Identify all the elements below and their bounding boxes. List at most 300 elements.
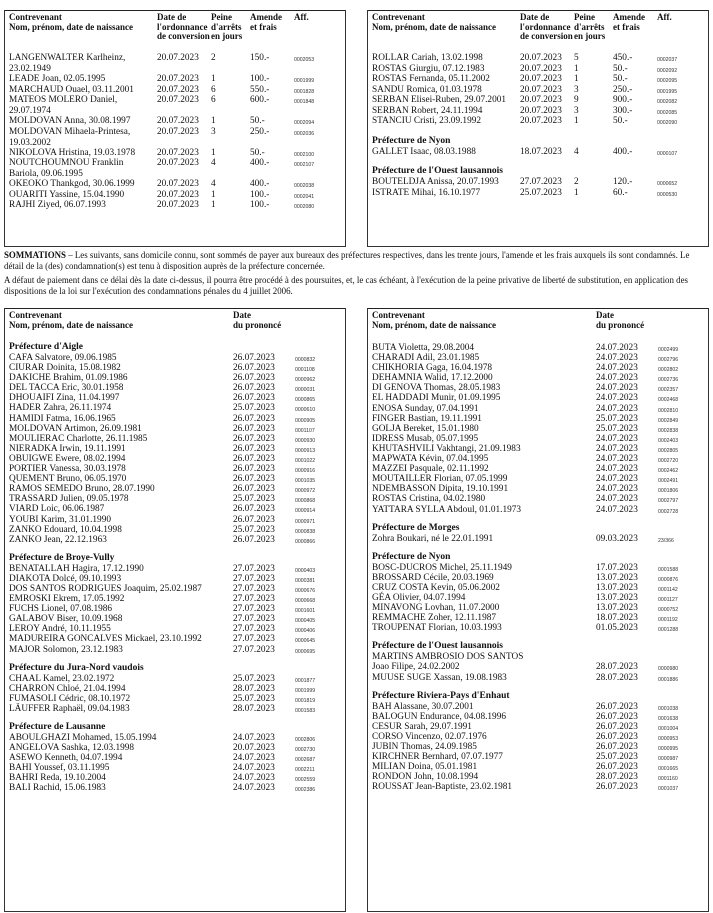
entry-name: MILIAN Doina, 05.01.1981	[372, 762, 478, 773]
entry-date: 13.07.2023	[596, 592, 638, 603]
entry-date: 20.07.2023	[157, 74, 199, 84]
table-row	[368, 702, 708, 712]
entry-peine: 1	[574, 187, 579, 198]
entry-date: 20.07.2023	[233, 743, 275, 754]
entry-date: 24.07.2023	[596, 403, 638, 414]
table-row	[5, 85, 345, 96]
entry-aff: 0002796	[658, 357, 679, 364]
entry-date: 24.07.2023	[596, 454, 638, 465]
table-row	[368, 434, 708, 444]
header-amende: Amende et frais	[613, 12, 645, 32]
entry-date: 28.07.2023	[233, 683, 275, 694]
entry-name: BROSSARD Cécile, 20.03.1969	[372, 572, 494, 583]
entry-name: LEADE Joan, 02.05.1995	[9, 74, 106, 84]
entry-aff: 0000930	[295, 437, 316, 444]
entry-name: CHARRON Chloé, 21.04.1994	[9, 683, 126, 694]
entry-name: BUTA Violetta, 29.08.2004	[372, 343, 475, 353]
table-header	[368, 308, 708, 339]
entry-date: 27.07.2023	[233, 604, 275, 615]
entry-date: 20.07.2023	[157, 84, 199, 95]
entry-aff: 0001819	[295, 697, 316, 704]
entry-name: ASEWO Kenneth, 04.07.1994	[9, 753, 123, 764]
entry-date: 24.07.2023	[596, 494, 638, 505]
entry-aff: 0000405	[295, 618, 316, 625]
section-title: Préfecture du Jura-Nord vaudois	[9, 662, 144, 673]
entry-aff: 0002403	[658, 437, 679, 444]
entry-peine: 2	[574, 177, 579, 187]
header-name: Contrevenant Nom, prénom, date de naissance	[372, 12, 496, 32]
entry-date: 25.07.2023	[233, 403, 275, 414]
header-aff: Aff.	[657, 12, 672, 22]
table-row	[368, 752, 708, 762]
table-row	[5, 454, 345, 464]
header-date: Date de l'ordonnance de conversion	[157, 12, 210, 41]
entry-name: HADER Zahra, 26.11.1974	[9, 403, 112, 414]
entry-aff: 0000995	[658, 746, 679, 752]
entry-name: LEROY André, 10.11.1955	[9, 624, 111, 635]
sommations-paragraph-1	[4, 250, 707, 272]
entry-amende: 50.-	[250, 116, 265, 126]
table-row	[5, 127, 345, 148]
entry-name: KHUTASHVILI Vakhtangi, 21.09.1983	[372, 443, 521, 454]
table-row	[5, 363, 345, 373]
table-row	[368, 64, 708, 75]
entry-name: ENOSA Sunday, 07.04.1991	[372, 403, 479, 414]
entry-name: BOSC-DUCROS Michel, 25.11.1949	[372, 562, 512, 573]
entry-name: EMROSKI Ekrem, 17.05.1992	[9, 594, 125, 605]
header-peine: Peine d'arrêts en jours	[574, 12, 606, 41]
entry-date: 01.05.2023	[596, 623, 638, 634]
entry-aff: 0000865	[295, 397, 316, 404]
entry-aff: 0001037	[658, 786, 679, 793]
section-title: Préfecture de Morges	[372, 522, 460, 533]
table-row	[5, 373, 345, 383]
entry-date: 26.07.2023	[596, 762, 638, 773]
table-row	[368, 712, 708, 722]
table-header	[368, 10, 708, 53]
entry-date: 24.07.2023	[233, 753, 275, 764]
entry-aff: 0000962	[295, 377, 316, 384]
entry-date: 26.07.2023	[596, 731, 638, 742]
entry-name: ROLLAR Cariah, 13.02.1998	[372, 53, 483, 63]
entry-date: 24.07.2023	[233, 783, 275, 794]
entry-aff: 0001806	[658, 488, 679, 495]
entry-name: MOLDOVAN Artimon, 26.09.1981	[9, 423, 142, 434]
entry-aff: 0001108	[295, 367, 315, 374]
entry-date: 27.07.2023	[233, 563, 275, 574]
table-row	[5, 504, 345, 514]
entry-aff: 0002559	[295, 777, 316, 784]
table-row	[368, 454, 708, 464]
entry-date: 28.07.2023	[596, 672, 638, 683]
entry-date: 20.07.2023	[520, 63, 562, 74]
entry-aff: 0001038	[658, 705, 679, 712]
entry-name: DEL TACCA Eric, 30.01.1958	[9, 383, 124, 394]
entry-name: BAHRI Reda, 19.10.2004	[9, 773, 106, 784]
entry-aff: 0001583	[295, 707, 316, 714]
entry-aff: 0001035	[295, 478, 316, 485]
table-row	[5, 743, 345, 753]
entry-date: 13.07.2023	[596, 572, 638, 583]
entry-name: ABOULGHAZI Mohamed, 15.05.1994	[9, 733, 157, 743]
entry-aff: 0000695	[295, 648, 316, 655]
entry-aff: 0000832	[295, 357, 316, 363]
entry-name: MADUREIRA GONCALVES Mickael, 23.10.1992	[9, 634, 202, 645]
entry-name: REMMACHE Zoher, 12.11.1987	[372, 613, 497, 624]
entry-aff: 0001999	[294, 78, 315, 84]
entry-aff: 0000668	[295, 598, 316, 605]
table-row	[5, 474, 345, 484]
table-row	[368, 484, 708, 494]
entry-name: MAJOR Solomon, 23.12.1983	[9, 644, 123, 655]
entry-name: DOS SANTOS RODRIGUES Joaquim, 25.02.1987	[9, 583, 202, 594]
table-row	[5, 535, 345, 545]
table-row	[368, 343, 708, 353]
entry-name: CAFA Salvatore, 09.06.1985	[9, 353, 117, 363]
entry-date: 26.07.2023	[233, 373, 275, 384]
entry-name: OUARITI Yassine, 15.04.1990	[9, 189, 125, 200]
entry-aff: 0000866	[295, 538, 316, 545]
entry-date: 17.07.2023	[596, 562, 638, 573]
entry-aff: 0002849	[658, 417, 679, 424]
entry-aff: 0002462	[658, 468, 679, 475]
entry-aff: 0000031	[295, 387, 316, 394]
section-title: Préfecture d'Aigle	[9, 342, 83, 352]
entry-date: 26.07.2023	[233, 383, 275, 394]
entry-peine: 5	[574, 53, 579, 63]
table-row	[368, 383, 708, 393]
entry-date: 20.07.2023	[157, 158, 199, 168]
entry-date: 18.07.2023	[596, 613, 638, 624]
entry-date: 24.07.2023	[233, 773, 275, 784]
entry-aff: 0000381	[295, 577, 316, 584]
entry-name: ROSTAS Fernanda, 05.11.2002	[372, 74, 490, 84]
entry-date: 26.07.2023	[596, 742, 638, 752]
entry-date: 24.07.2023	[596, 353, 638, 364]
table-row	[368, 53, 708, 64]
entry-amende: 100.-	[250, 189, 270, 200]
entry-peine: 1	[211, 74, 216, 84]
table-row	[5, 444, 345, 454]
entry-aff: 0000972	[295, 488, 316, 495]
entry-amende: 600.-	[250, 95, 270, 105]
entry-aff: 0001995	[657, 88, 678, 95]
entry-name: MOULIERAC Charlotte, 26.11.1985	[9, 433, 148, 444]
entry-name: LÄUFFER Raphaël, 09.04.1983	[9, 703, 130, 714]
table-row	[5, 584, 345, 594]
entry-date: 28.07.2023	[233, 703, 275, 714]
entry-name: STANCIU Cristi, 23.09.1992	[372, 116, 482, 126]
entry-aff: 0000980	[658, 666, 679, 673]
entry-aff: 0002499	[658, 347, 679, 353]
entry-date: 26.07.2023	[233, 474, 275, 485]
entry-name: MATEOS MOLERO Daniel, 29.07.1974	[9, 95, 118, 116]
table-row	[5, 624, 345, 634]
table-row	[368, 573, 708, 583]
entry-amende: 50.-	[613, 63, 628, 74]
table-row	[5, 494, 345, 504]
entry-aff: 0002053	[294, 57, 315, 63]
table-row	[368, 188, 708, 199]
table-row	[368, 782, 708, 792]
entry-aff: 23/366	[658, 537, 674, 544]
entry-date: 20.07.2023	[520, 105, 562, 116]
entry-name: FUCHS Lionel, 07.08.1986	[9, 604, 113, 615]
entry-name: GOLJA Bereket, 15.01.1980	[372, 423, 479, 434]
entry-date: 26.07.2023	[233, 413, 275, 424]
entry-aff: 0001022	[295, 457, 316, 464]
top-table-right	[367, 10, 709, 247]
table-row	[5, 464, 345, 474]
entry-date: 20.07.2023	[157, 95, 199, 105]
entry-date: 13.07.2023	[596, 582, 638, 593]
entry-aff: 0002085	[657, 109, 678, 116]
table-row	[5, 148, 345, 159]
table-row	[5, 515, 345, 525]
entry-date: 26.07.2023	[233, 453, 275, 464]
table-row	[368, 444, 708, 454]
table-row	[5, 753, 345, 763]
table-row	[368, 593, 708, 603]
table-row	[5, 179, 345, 190]
entry-aff: 0001638	[658, 715, 679, 722]
entry-name: MAZZEI Pasquale, 02.11.1992	[372, 464, 489, 475]
entry-peine: 6	[211, 84, 216, 95]
entry-aff: 0000868	[295, 498, 316, 505]
entry-name: DI GENOVA Thomas, 28.05.1983	[372, 383, 501, 394]
header-name: Contrevenant Nom, prénom, date de naissance	[9, 310, 133, 330]
entry-date: 24.07.2023	[596, 484, 638, 495]
header-name: Contrevenant Nom, prénom, date de naissance	[9, 12, 133, 32]
entry-date: 24.07.2023	[596, 504, 638, 515]
table-row	[5, 383, 345, 393]
entry-date: 26.07.2023	[596, 711, 638, 722]
table-row	[368, 116, 708, 127]
entry-aff: 0002386	[295, 787, 316, 794]
entry-aff: 0002736	[658, 377, 679, 384]
section-title: Préfecture de Broye-Vully	[9, 552, 115, 563]
entry-date: 20.07.2023	[520, 74, 562, 84]
header-date: Date de l'ordonnance de conversion	[520, 12, 573, 41]
entry-name: MARTINS AMBROSIO DOS SANTOS Joao Filipe, 24.02.2002	[372, 652, 524, 673]
entry-aff: 0000406	[295, 628, 316, 635]
entry-peine: 3	[574, 84, 579, 95]
entry-date: 20.07.2023	[520, 95, 562, 105]
entry-name: TRASSARD Julien, 09.05.1978	[9, 494, 129, 505]
entry-aff: 0002095	[657, 78, 678, 84]
entry-amende: 50.-	[613, 116, 628, 126]
table-row	[5, 53, 345, 74]
entry-aff: 0000403	[295, 567, 316, 574]
entry-date: 24.07.2023	[596, 474, 638, 485]
entry-peine: 3	[211, 126, 216, 137]
entry-aff: 0002094	[294, 120, 315, 126]
entry-date: 24.07.2023	[596, 443, 638, 454]
entry-date: 24.07.2023	[596, 433, 638, 444]
header-amende: Amende et frais	[250, 12, 282, 32]
table-row	[5, 393, 345, 403]
table-row	[368, 563, 708, 573]
table-row	[368, 95, 708, 106]
table-row	[5, 763, 345, 773]
entry-date: 26.07.2023	[233, 504, 275, 515]
entry-date: 26.07.2023	[596, 721, 638, 732]
entry-aff: 0000971	[295, 518, 316, 525]
table-row	[5, 783, 345, 793]
entry-date: 25.07.2023	[596, 752, 638, 763]
entry-name: DIAKOTA Dolcé, 09.10.1993	[9, 573, 122, 584]
entry-name: DHOUAIFI Zina, 11.04.1997	[9, 393, 120, 404]
entry-peine: 4	[211, 158, 216, 168]
entry-aff: 0000838	[295, 528, 316, 535]
bottom-table-left	[4, 308, 346, 912]
entry-amende: 250.-	[250, 126, 270, 137]
entry-peine: 1	[574, 116, 579, 126]
table-row	[5, 484, 345, 494]
entry-aff: 0001848	[294, 99, 315, 105]
entry-name: CESUR Sarah, 29.07.1991	[372, 721, 472, 732]
table-row	[368, 505, 708, 515]
entry-aff: 0000953	[658, 735, 679, 742]
entry-aff: 0000913	[295, 447, 316, 454]
entry-name: CRUZ COSTA Kevin, 05.06.2002	[372, 582, 500, 593]
entry-aff: 0002797	[658, 498, 679, 505]
table-row	[5, 574, 345, 584]
sommations-title: SOMMATIONS	[4, 250, 66, 260]
table-row	[368, 373, 708, 383]
top-table-left	[4, 10, 346, 247]
entry-date: 20.07.2023	[520, 116, 562, 126]
entry-aff: 0002728	[658, 508, 679, 515]
entry-peine: 1	[211, 200, 216, 210]
entry-date: 25.07.2023	[233, 494, 275, 505]
table-row	[5, 694, 345, 704]
entry-date: 09.03.2023	[596, 533, 638, 544]
section-title: Préfecture de l'Ouest lausannois	[372, 641, 503, 652]
table-row	[5, 674, 345, 684]
table-row	[368, 177, 708, 188]
entry-date: 27.07.2023	[233, 594, 275, 605]
entry-aff: 0001999	[295, 687, 316, 694]
entry-peine: 1	[211, 147, 216, 158]
entry-date: 20.07.2023	[157, 179, 199, 189]
table-row	[5, 158, 345, 179]
entry-aff: 0002041	[294, 193, 315, 200]
table-row	[368, 742, 708, 752]
entry-name: FUMASOLI Cédric, 08.10.1972	[9, 693, 131, 704]
entry-aff: 0002730	[295, 747, 316, 754]
entry-name: BALOGUN Endurance, 04.08.1996	[372, 711, 507, 722]
entry-name: GALLET Isaac, 08.03.1988	[372, 146, 476, 157]
entry-name: CHARADI Adil, 23.01.1985	[372, 353, 480, 364]
table-row	[5, 634, 345, 644]
header-date: Date du prononcé	[596, 310, 645, 330]
table-row	[5, 645, 345, 655]
entry-aff: 0002092	[657, 67, 678, 74]
table-row	[368, 732, 708, 742]
entry-aff: 0002082	[657, 99, 678, 105]
entry-date: 27.07.2023	[233, 644, 275, 655]
entry-name: Zohra Boukari, né le 22.01.1991	[372, 533, 494, 544]
entry-aff: 0001828	[294, 88, 315, 95]
entry-aff: 0000752	[658, 607, 679, 614]
entry-aff: 0002037	[657, 57, 678, 63]
entry-date: 28.07.2023	[596, 772, 638, 783]
table-row	[5, 733, 345, 743]
entry-date: 25.07.2023	[233, 693, 275, 704]
header-aff: Aff.	[294, 12, 309, 22]
entry-aff: 0000107	[657, 150, 678, 157]
entry-amende: 400.-	[250, 179, 270, 189]
entry-name: OBUIGWE Ewere, 08.02.1994	[9, 453, 126, 464]
table-row	[368, 534, 708, 544]
entry-date: 24.07.2023	[233, 733, 275, 743]
table-row	[5, 704, 345, 714]
entry-aff: 0002357	[658, 387, 679, 394]
entry-amende: 400.-	[250, 158, 270, 168]
entry-date: 20.07.2023	[157, 200, 199, 210]
entry-name: DEHAMNIA Walid, 17.12.2000	[372, 373, 493, 384]
entry-name: MAPWATA Kévin, 07.04.1995	[372, 454, 489, 465]
sommations-text-2: A défaut de paiement dans ce délai dès la date ci-dessus, il pourra être procédé à des poursuites, et, le cas échéant, à l'exécution de la peine privative de liberté de substitution, en application des dispositions de la loi sur l'exécution des condamnations pénales du 4 juillet 2006.	[4, 275, 688, 296]
entry-date: 27.07.2023	[233, 634, 275, 645]
entry-aff: 0000876	[658, 576, 679, 583]
entry-name: CHIKHORIA Gaga, 16.04.1978	[372, 363, 493, 374]
entry-name: MOUTAILLER Florian, 07.05.1999	[372, 474, 508, 485]
table-row	[5, 434, 345, 444]
entry-aff: 0001004	[658, 725, 679, 732]
entry-aff: 0002080	[294, 204, 315, 210]
entry-name: NIKOLOVA Hristina, 19.03.1978	[9, 147, 136, 158]
entry-amende: 50.-	[250, 147, 265, 158]
entry-name: IDRESS Musab, 05.07.1995	[372, 433, 479, 444]
entry-date: 26.07.2023	[233, 423, 275, 434]
entry-date: 26.07.2023	[596, 782, 638, 793]
table-row	[368, 762, 708, 772]
entry-name: MUUSE SUGE Xassan, 19.08.1983	[372, 672, 507, 683]
entry-peine: 3	[574, 105, 579, 116]
entry-date: 13.07.2023	[596, 603, 638, 614]
entry-name: MOLDOVAN Anna, 30.08.1997	[9, 116, 131, 126]
entry-peine: 2	[211, 53, 216, 63]
table-row	[368, 74, 708, 85]
table-row	[5, 525, 345, 535]
entry-peine: 1	[574, 74, 579, 84]
sommations-text-1: – Les suivants, sans domicile connu, sont sommés de payer aux bureaux des préfectures respectives, dans les trente jours, l'amende et les frais auxquels ils sont condamnés. Le détail de la (des) condamnation(s) est tenu à disposition auprès de la préfecture concernée.	[4, 250, 690, 271]
entry-amende: 550.-	[250, 84, 270, 95]
entry-name: ANGELOVA Sashka, 12.03.1998	[9, 743, 135, 754]
table-row	[5, 564, 345, 574]
entry-date: 20.07.2023	[157, 116, 199, 126]
entry-name: QUEMENT Bruno, 06.05.1970	[9, 474, 127, 485]
entry-date: 26.07.2023	[233, 353, 275, 363]
table-header	[5, 10, 345, 53]
entry-date: 26.07.2023	[596, 701, 638, 712]
entry-peine: 4	[574, 146, 579, 157]
entry-name: BENATALLAH Hagira, 17.12.1990	[9, 563, 144, 574]
section-title: Préfecture de Lausanne	[9, 722, 106, 732]
entry-aff: 0001588	[658, 566, 679, 573]
entry-date: 20.07.2023	[157, 189, 199, 200]
table-row	[368, 393, 708, 403]
entry-peine: 1	[574, 63, 579, 74]
entry-aff: 0002805	[658, 447, 679, 454]
table-row	[5, 684, 345, 694]
table-row	[368, 363, 708, 373]
header-peine: Peine d'arrêts en jours	[211, 12, 243, 41]
entry-aff: 0000645	[295, 638, 316, 645]
entry-name: ROSTAS Cristina, 04.02.1980	[372, 494, 486, 505]
